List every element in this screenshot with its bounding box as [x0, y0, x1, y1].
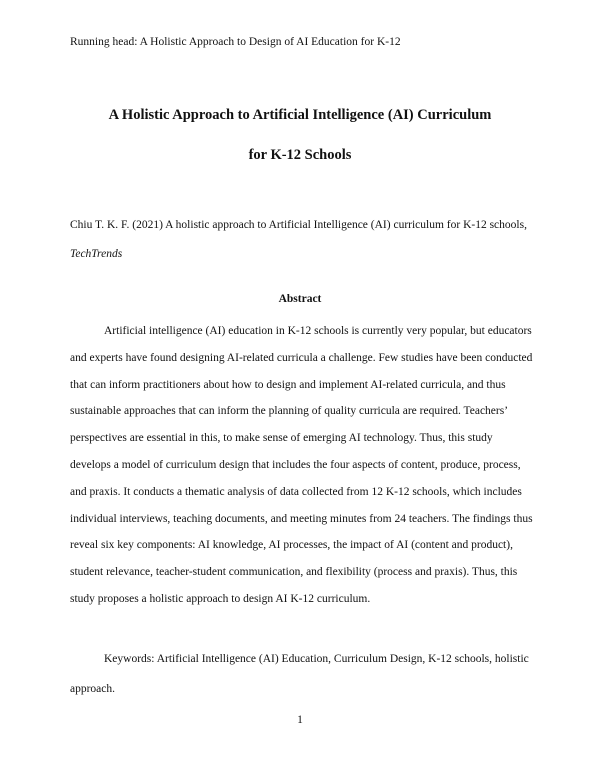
abstract-body: Artificial intelligence (AI) education in K-12 schools is currently very popular, but educators and experts have found designing AI-related curricula a challenge. Few studies have been conducted that can inform practitioners about how to design and implement AI-related curricula, and thus sustainable approaches that can inform the planning of quality curricula are required. Teachers’ perspectives are essential in this, to make sense of emerging AI technology. Thus, this study develops a model of curriculum design that includes the four aspects of content, produce, process, and praxis. It conducts a thematic analysis of data collected from 12 K-12 schools, which includes individual interviews, teaching documents, and meeting minutes from 24 teachers. The findings thus reveal six key components: AI knowledge, AI processes, the impact of AI (content and product), student relevance, teacher-student communication, and flexibility (process and praxis). Thus, this study proposes a holistic approach to design AI K-12 curriculum.	[70, 325, 533, 605]
citation-journal: TechTrends	[70, 248, 123, 260]
title-line-2: for K-12 Schools	[248, 147, 352, 163]
keywords: Keywords: Artificial Intelligence (AI) Education, Curriculum Design, K-12 schools, holistic approach.	[70, 653, 529, 695]
page-number: 1	[297, 714, 303, 726]
citation	[70, 211, 535, 269]
citation-text: Chiu T. K. F. (2021) A holistic approach to Artificial Intelligence (AI) curriculum for K-12 schools,	[70, 219, 527, 231]
running-head: Running head: A Holistic Approach to Design of AI Education for K-12	[70, 36, 401, 48]
abstract-heading: Abstract	[278, 293, 322, 305]
title-line-1: A Holistic Approach to Artificial Intelligence (AI) Curriculum	[108, 107, 492, 123]
